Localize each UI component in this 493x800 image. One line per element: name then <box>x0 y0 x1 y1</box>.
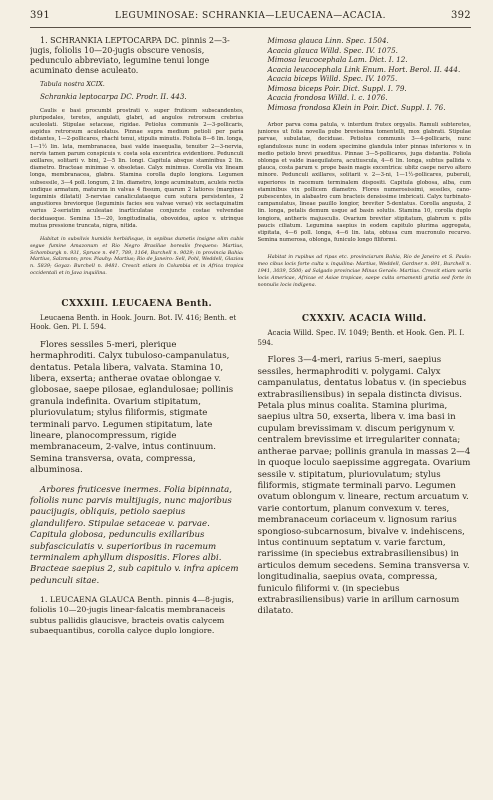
genus-heading-leucaena: CXXXIII. LEUCAENA Benth. <box>61 298 213 309</box>
synonym-line: Mimosa leucocephala Lam. Dict. I. 12. <box>267 55 408 64</box>
synonym-line: Mimosa glauca Linn. Spec. 1504. <box>267 36 389 45</box>
genus-reference-leucaena: Leucaena Benth. in Hook. Journ. Bot. IV. 416; Benth. et Hook. Gen. Pl. I. 594. <box>30 313 237 332</box>
genus-description-leucaena: Flores sessiles 5-meri, plerique hermaphroditi. Calyx tubuloso-campanulatus, dentatus. Petala libera, valvata. Stamina 10, libera, exserta; antherae ovatae oblongae v. globosae, saepe pilosae, eglandulosae; pollinis granula indefinita. Ovarium stipitatum, pluriovulatum; stylus filiformis, stigmate terminali parvo. Legumen stipitatum, late lineare, planocompressum, rigide membranaceum, 2-valve, intus continuum. Semina transversa, ovata, compressa, albuminosa. <box>30 339 234 476</box>
page-number-right: 392 <box>450 10 471 21</box>
description-schrankia: Caulis e basi procumbi prostrati v. super fruticem subscandentes, pluripedales, teretes, angulati, glabri, ad angulos retrorsum crebrius aculeolati. Stipulae setaceae, rigidae. Petiolus communis 2—3-pollicaris, aspidus retrorsum aculeolatus. Pinnae supra medium petioli per paria distantes, 1—2-pollicares, rhachi tenui, stipulis minutis. Foliola 8—6 lin. longa, 1—1½ lin. lata, membranacea, basi valde inaequalia, tenuiter 2—3-nervia, nervis tamen parum conspicuis v. costa sola excentrica evidentiore. Pedunculi axillares, solitarii v. bini, 2—5 lin. longi. Capitula absque staminibus 2 lin. diametro. Bracteae minimae v. obsoletae. Calyx minimus. Corolla vix lineam longa, membranacea, glabra. Stamina corolla duplo longiora. Legumen subsessile, 3—4 poll. longum, 2 lin. diametro, longe acuminatum, aculeis rectis undique armatum, maturum in valvas 4 fissum, quarum 2 latiores (margines leguminis dilatati) 3-nerviae canaliculataeque cum sutura persistentes, 2 angustiores breviorque (leguminis facies seu valvae verae) vix sectaquinatim varius 2-seriatim aculeatae inarticulatae conjuncte costae velvendae deciduaeque. Semina 15—20, longitudinalia, obovoidea, apice v. utrinque mutua pressione truncata, nigra, nitida. <box>30 107 244 229</box>
species-schrankia-leptocarpa: 1. SCHRANKIA LEPTOCARPA DC. pinnis 2—3-jugis, foliolis 10—20-jugis obscure venosis, pedunculo abbreviato, legumine tenui longe acuminato dense aculeato. <box>30 36 230 75</box>
synonym-line: Acacia leucocephala Link Enum. Hort. Berol. II. 444. <box>267 64 461 74</box>
synonym-line: Mimosa biceps Poir. Dict. Suppl. I. 79. <box>267 83 407 93</box>
two-column-body <box>30 36 471 636</box>
synonym-list <box>268 36 472 112</box>
species-leucaena-glauca: 1. LEUCAENA GLAUCA Benth. pinnis 4—8-jugis, foliolis 10—20-jugis linear-falcatis membranaceis subtus pallidis glaucisve, bracteis ovatis calycem subaequantibus, corolla calyce duplo longiore. <box>30 595 234 635</box>
running-header <box>30 10 471 25</box>
description-leucaena-glauca: Arbor parva coma patula, v. interdum frutex orgyalis. Ramuli subteretes, juniores ut folia novella pube brevissima tomentelli, mox glabrati. Stipulae parvae, subulatae, deciduae. Petiolus communis 3—4-pollicaris, nunc eglandulosus nunc in eodem specimine glandula inter pinnas inferiores v. in medio petiolo brevi praeditus. Pinnae 3—5-pollicares, juga distantia. Foliola oblonga et valde inaequilatera, acutiuscula, 4—6 lin. longa, subtus pallida v. glauca, costa parum v. prope basin magis excentrica: ubitz caepe nervo altero minore. Pedunculi axillares, solitarii v. 2—3-ni, 1—1½-pollicares, puberuli, superiores in racemum terminalem dispositi. Capitula globosa, alba, cum staminibus vix pollicem diametro. Flores numerosissimi, sessiles, cano-pubescentes, in alabastro cum bracteis densissime imbricati. Calyx turbinato-campanulatus, lineae pauillo longior, breviter 5-dentatus. Corolla angusta, 2 lin. longa, petalis demum usque ad basin solutis. Stamina 10, corolla duplo longiora, antheris majusculis. Ovarium breviter stipitatum, glabrum v. pilis paucis ciliatum. Legumina saepius in eodem capitulo plurima aggregata, stipitata, 4—6 poll. longa, 4—6 lin. lata, obtusa cum mucronulo recurvo. Semina numerosa, oblonga, funiculo longo filiformi. <box>257 122 471 244</box>
genus-reference-acacia: Acacia Willd. Spec. IV. 1049; Benth. et Hook. Gen. Pl. I. 594. <box>257 329 465 347</box>
habitat-leucaena-glauca: Habitat in rupibus ad ripas etc. provinciarum Bahia, Rio de Janeiro et S. Paulo: meo cibus locis forte culta v. inquilina: Martius, Weddell, Gardner n. 891, Burchell n. 1941, 3039, 5500; ad Salgado provinciae Minas Geraës: Martius. Crescit etiam variis locis Americae, Africae et Asiae tropicae, saepe culta ornamenti gratia sed forte in nonnulis locis indigena. <box>257 254 471 288</box>
page-number-left: 391 <box>30 10 50 21</box>
habitat-schrankia: Habitat in subsilvis humidis herbidisque, in sepibus dumetis insigne olim cubis segue fumine Amazonum et Rio Negro Brasiliae borealis frequens: Martius, Schomburgk n. 931, Spruce n. 447, 789, 1164, Burchell n. 9029; in provincia Bahia: Martius, Salzmann; prov. Piauhy: Martius; Rio de Janeiro: Sell, Pohl, Weddell, Glaziou n. 5839; Goyaz: Burchell n. 8481. Crescit etiam in Columbia et in Africa tropica occidentali et in Java inquilina. <box>30 235 244 276</box>
running-title: LEGUMINOSAE: SCHRANKIA—LEUCAENA—ACACIA. <box>115 11 386 21</box>
plate-reference: Tabula nostra XCIX. <box>40 80 105 88</box>
genus-habit-leucaena: Arbores fruticesve inermes. Folia bipinnata, foliolis nunc parvis multijugis, nunc majoribus paucijugis, obliquis, petiolo saepius glandulifero. Stipulae setaceae v. parvae. Capitula globosa, pedunculis exillaribus subfasciculatis v. superioribus in racemum terminalem aphyllum dispositis. Flores albi. Bracteae saepius 2, sub capitulo v. infra apicem pedunculi sitae. <box>30 484 239 586</box>
header-rule <box>30 27 471 28</box>
left-column <box>30 36 244 636</box>
synonym-schrankia: Schrankia leptocarpa DC. Prodr. II. 443. <box>40 92 187 101</box>
synonym-line: Acacia glauca Willd. Spec. IV. 1075. <box>267 45 398 55</box>
genus-description-acacia: Flores 3—4-meri, rarius 5-meri, saepius sessiles, hermaphroditi v. polygami. Calyx campanulatus, dentatus lobatus v. (in speciebus extrabrasiliensibus) in sepala distincta divisus. Petala plus minus coalita. Stamina plurima, saepius ultra 50, exserta, libera v. ima basi in cupulam brevissimam v. discum perigynum v. centralem brevissime et irregulariter connata; antherae parvae; pollinis granula in massas 2—4 in quoque loculo saepissime aggregata. Ovarium sessile v. stipitatum, pluriovulatum; stylus filiformis, stigmate terminali parvo. Legumen ovatum oblongum v. lineare, rectum arcuatum v. varie contortum, planum convexum v. teres, membranaceum coriaceum v. lignosum rarius spongioso-subcarnosum, bivalve v. indehiscens, intus continuum septatum v. varie farctum, rarissime (in speciebus extrabrasiliensibus) in articulos demum secedens. Semina transversa v. longitudinalia, saepius ovata, compressa, funiculo filiformi v. (in speciebus extrabrasiliensibus) varie in arillum carnosum dilatato. <box>257 355 471 617</box>
synonym-line: Acacia frondosa Willd. l. c. 1076. <box>267 93 388 102</box>
genus-heading-acacia: CXXXIV. ACACIA Willd. <box>301 314 427 325</box>
right-column <box>258 36 472 636</box>
synonym-line: Mimosa frondosa Klein in Poir. Dict. Suppl. I. 76. <box>267 102 446 112</box>
synonym-line: Acacia biceps Willd. Spec. IV. 1075. <box>267 74 398 83</box>
